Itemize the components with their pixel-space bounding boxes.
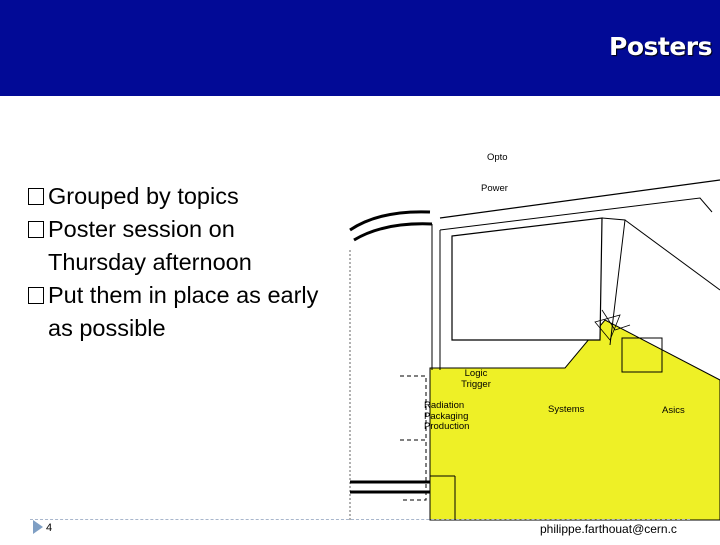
checkbox-bullet-icon	[28, 221, 44, 238]
floor-plan	[340, 140, 720, 540]
bullet-text: Put them in place as early as possible	[48, 282, 319, 341]
bullet-text: Grouped by topics	[48, 183, 239, 209]
slide-header	[0, 0, 720, 96]
label-opto: Opto	[487, 152, 508, 163]
label-systems: Systems	[548, 404, 585, 415]
hall-slope	[625, 220, 720, 290]
entrance-curve	[354, 224, 432, 240]
checkbox-bullet-icon	[28, 287, 44, 304]
footer-divider	[30, 519, 690, 520]
dashed-door	[400, 376, 426, 440]
page-number: 4	[46, 522, 53, 534]
label-power: Power	[481, 183, 508, 194]
slide-title: Posters	[609, 32, 712, 61]
checkbox-bullet-icon	[28, 188, 44, 205]
label-asics: Asics	[662, 405, 685, 416]
hall-room	[452, 218, 602, 340]
floor-plan-drawing	[340, 140, 720, 540]
bullet-item	[28, 279, 328, 345]
bullet-list	[28, 180, 328, 345]
label-radiation-packaging-production: Radiation Packaging Production	[424, 400, 470, 432]
page-marker-icon	[33, 520, 43, 534]
bullet-item	[28, 213, 328, 279]
footer-email: philippe.farthouat@cern.c	[540, 522, 677, 536]
bullet-item	[28, 180, 328, 213]
label-logic-trigger: Logic Trigger	[461, 368, 491, 390]
bullet-text: Poster session on Thursday afternoon	[48, 216, 252, 275]
